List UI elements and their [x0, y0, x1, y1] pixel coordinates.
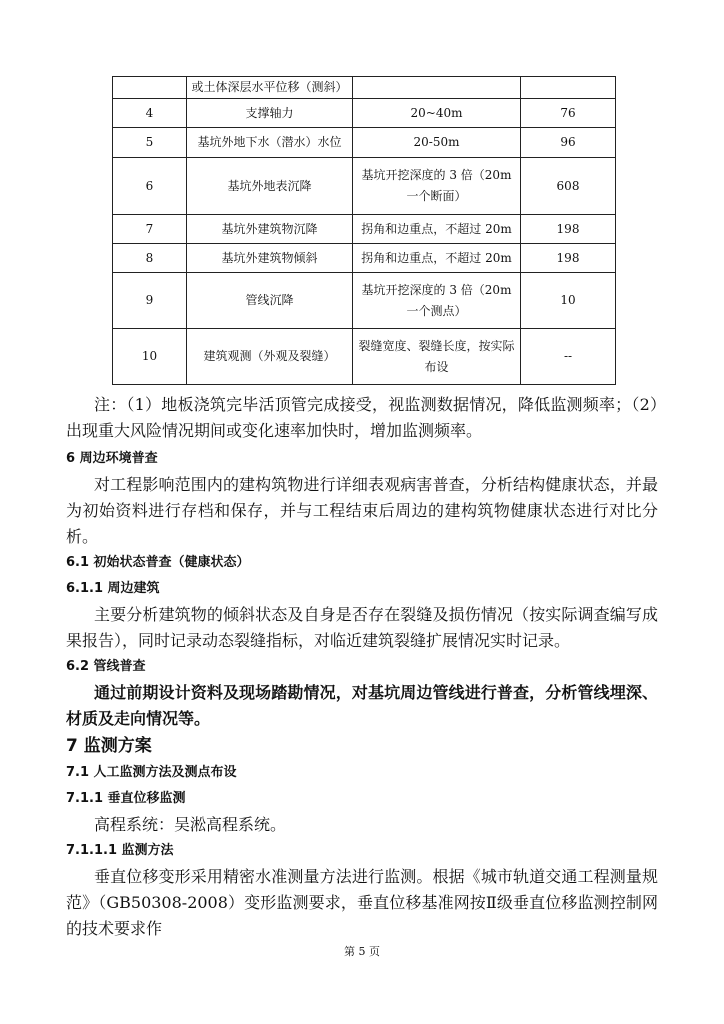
paragraph: 对工程影响范围内的建构筑物进行详细表观病害普查，分析结构健康状态，并最为初始资料进行存档和保存，并与工程结束后周边的建构筑物健康状态进行对比分析。: [66, 475, 658, 546]
row-number: 10: [113, 329, 187, 385]
point-count: 198: [521, 244, 616, 273]
point-count: 10: [521, 273, 616, 329]
paragraph: 高程系统：吴淞高程系统。: [94, 815, 287, 834]
paragraph: 主要分析建筑物的倾斜状态及自身是否存在裂缝及损伤情况（按实际调查编写成果报告），同时记录动态裂缝指标，对临近建筑裂缝扩展情况实时记录。: [66, 605, 658, 650]
monitor-spec: 基坑开挖深度的 3 倍（20m 一个断面）: [353, 158, 521, 215]
table-row: [113, 158, 616, 215]
row-number: 4: [113, 99, 187, 128]
section-heading: 7.1.1.1 监测方法: [66, 843, 174, 858]
section-6: [66, 446, 658, 732]
paragraph: 垂直位移变形采用精密水准测量方法进行监测。根据《城市轨道交通工程测量规范》（GB50308-2008）变形监测要求，垂直位移基准网按Ⅱ级垂直位移监测控制网的技术要求作: [66, 867, 658, 938]
row-number: [113, 77, 187, 99]
section-heading: 6.2 管线普查: [66, 659, 146, 674]
row-number: 5: [113, 128, 187, 158]
row-number: 7: [113, 215, 187, 244]
table-row: [113, 128, 616, 158]
point-count: 198: [521, 215, 616, 244]
chapter-heading: 7 监测方案: [66, 736, 152, 756]
monitor-spec: [353, 77, 521, 99]
section-heading: 6.1.1 周边建筑: [66, 581, 160, 596]
point-count: 96: [521, 128, 616, 158]
monitor-spec: 裂缝宽度、裂缝长度，按实际布设: [353, 329, 521, 385]
table-note: [66, 392, 658, 444]
section-heading: 6 周边环境普查: [66, 451, 158, 466]
point-count: 608: [521, 158, 616, 215]
monitor-spec: 拐角和边重点，不超过 20m: [353, 215, 521, 244]
monitor-spec: 20-50m: [353, 128, 521, 158]
table-row: [113, 244, 616, 273]
table-row: [113, 273, 616, 329]
row-number: 6: [113, 158, 187, 215]
table-row: [113, 99, 616, 128]
table-row: [113, 329, 616, 385]
monitor-item: 基坑外建筑物沉降: [187, 215, 353, 244]
table-row: [113, 77, 616, 99]
section-7: [66, 732, 658, 942]
row-number: 9: [113, 273, 187, 329]
monitor-item: 管线沉降: [187, 273, 353, 329]
paragraph: 通过前期设计资料及现场踏勘情况，对基坑周边管线进行普查，分析管线埋深、材质及走向情况等。: [66, 683, 658, 728]
monitor-item: 基坑外地表沉降: [187, 158, 353, 215]
monitor-item: 或土体深层水平位移（测斜）: [187, 77, 353, 99]
point-count: 76: [521, 99, 616, 128]
monitor-spec: 拐角和边重点，不超过 20m: [353, 244, 521, 273]
section-heading: 6.1 初始状态普查（健康状态）: [66, 555, 250, 570]
monitoring-table: [112, 76, 616, 385]
monitor-item: 基坑外建筑物倾斜: [187, 244, 353, 273]
note-text: 注：（1）地板浇筑完毕活顶管完成接受，视监测数据情况，降低监测频率；（2）出现重大风险情况期间或变化速率加快时，增加监测频率。: [66, 395, 658, 440]
table-row: [113, 215, 616, 244]
point-count: --: [521, 329, 616, 385]
page-number: 第 5 页: [344, 945, 380, 958]
monitor-item: 基坑外地下水（潜水）水位: [187, 128, 353, 158]
monitor-spec: 20~40m: [353, 99, 521, 128]
monitor-item: 建筑观测（外观及裂缝）: [187, 329, 353, 385]
point-count: [521, 77, 616, 99]
row-number: 8: [113, 244, 187, 273]
section-heading: 7.1 人工监测方法及测点布设: [66, 765, 237, 780]
monitor-item: 支撑轴力: [187, 99, 353, 128]
monitor-spec: 基坑开挖深度的 3 倍（20m 一个测点）: [353, 273, 521, 329]
section-heading: 7.1.1 垂直位移监测: [66, 791, 186, 806]
